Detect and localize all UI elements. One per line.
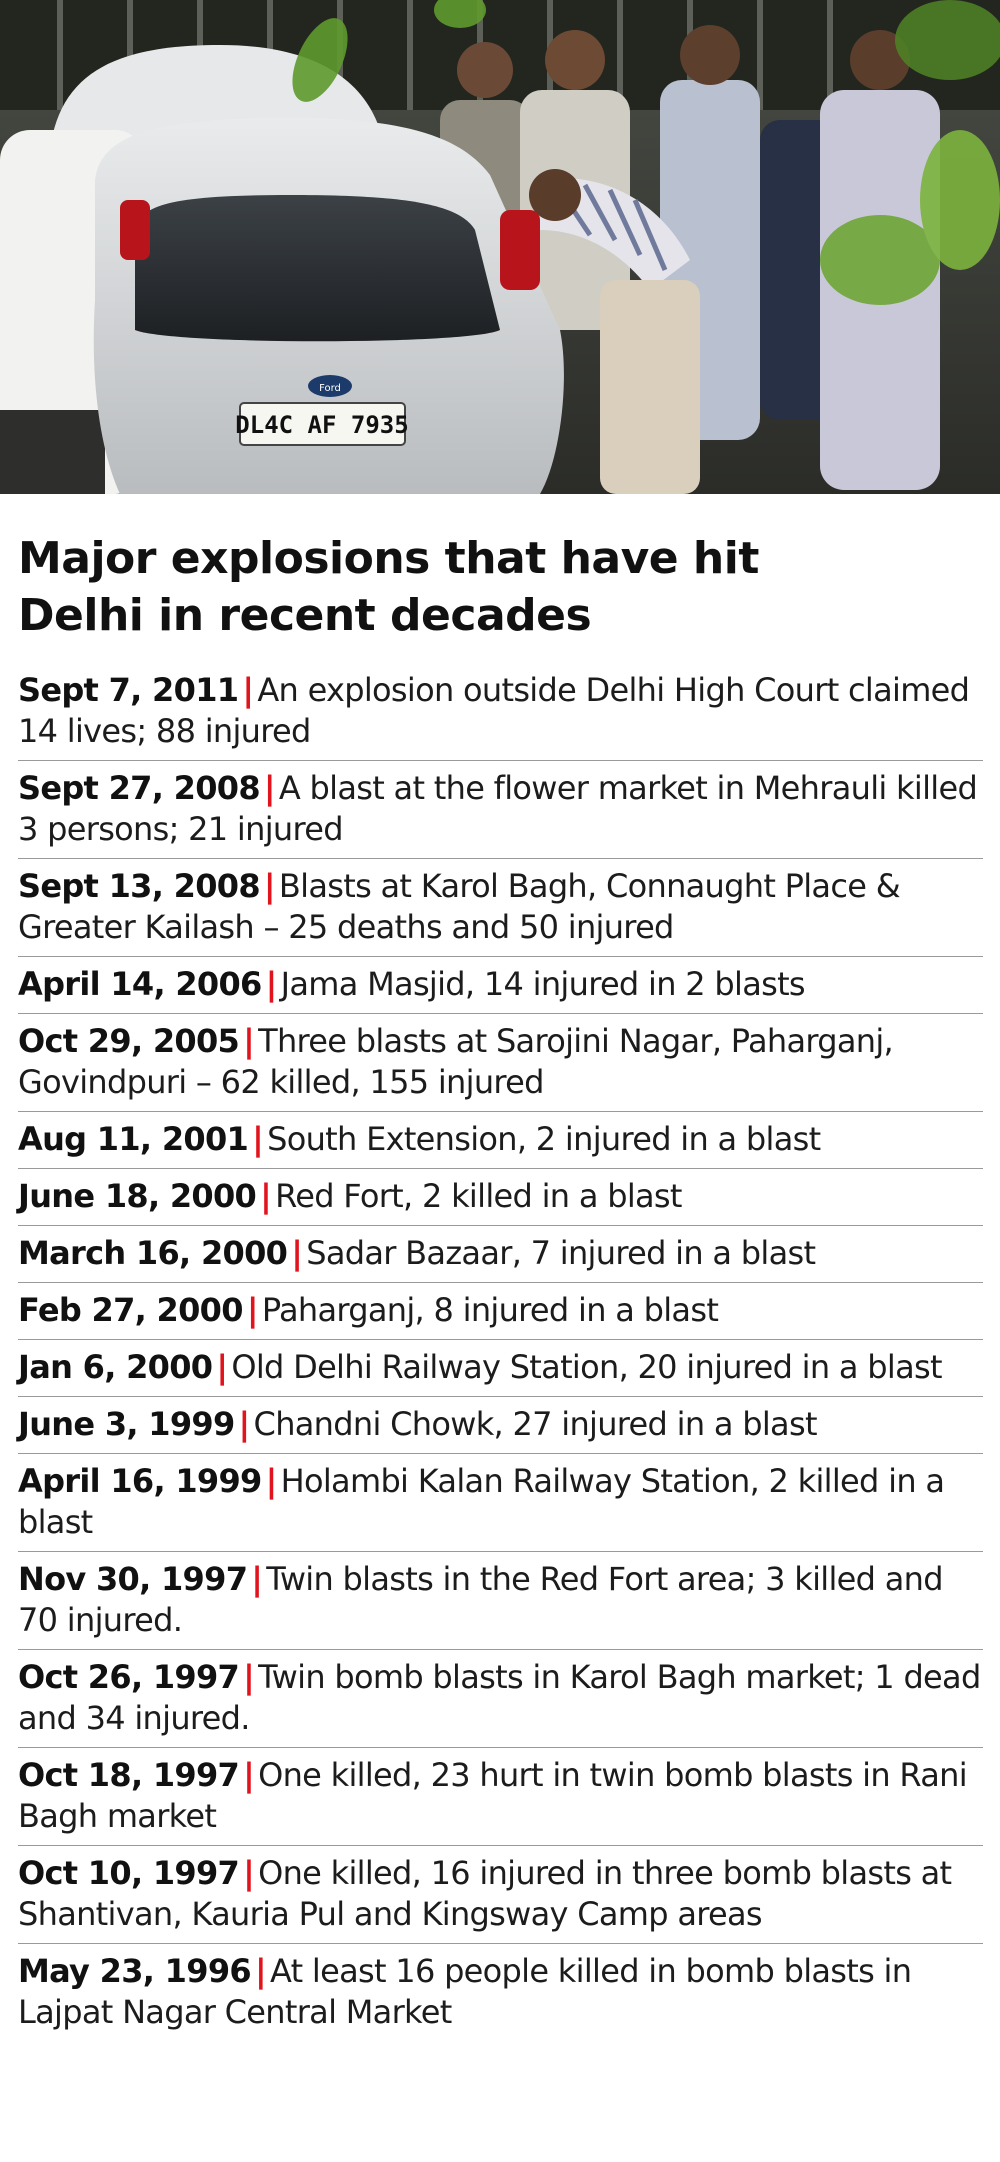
separator: | bbox=[251, 1560, 263, 1598]
event-description: Twin bomb blasts in Karol Bagh market; 1 dead and 34 injured. bbox=[18, 1658, 981, 1737]
event-item bbox=[18, 1846, 983, 1944]
event-item bbox=[18, 1340, 983, 1397]
event-item bbox=[18, 1650, 983, 1748]
event-date: May 23, 1996 bbox=[18, 1952, 251, 1990]
event-list bbox=[18, 670, 983, 2041]
event-item bbox=[18, 859, 983, 957]
event-date: Oct 18, 1997 bbox=[18, 1756, 240, 1794]
event-description: Three blasts at Sarojini Nagar, Paharganj, Govindpuri – 62 killed, 155 injured bbox=[18, 1022, 894, 1101]
separator: | bbox=[216, 1348, 228, 1386]
event-date: June 18, 2000 bbox=[18, 1177, 257, 1215]
event-description: An explosion outside Delhi High Court claimed 14 lives; 88 injured bbox=[18, 671, 970, 750]
event-date: Oct 10, 1997 bbox=[18, 1854, 240, 1892]
event-date: Sept 13, 2008 bbox=[18, 867, 260, 905]
car-badge-text: Ford bbox=[319, 383, 341, 394]
separator: | bbox=[243, 1658, 255, 1696]
separator: | bbox=[238, 1405, 250, 1443]
event-date: June 3, 1999 bbox=[18, 1405, 235, 1443]
separator: | bbox=[252, 1120, 264, 1158]
event-item bbox=[18, 1397, 983, 1454]
event-description: Blasts at Karol Bagh, Connaught Place & Greater Kailash – 25 deaths and 50 injured bbox=[18, 867, 900, 946]
event-item bbox=[18, 761, 983, 859]
separator: | bbox=[254, 1952, 266, 1990]
event-item bbox=[18, 1014, 983, 1112]
event-date: March 16, 2000 bbox=[18, 1234, 288, 1272]
event-item bbox=[18, 1283, 983, 1340]
event-item bbox=[18, 1112, 983, 1169]
event-description: One killed, 16 injured in three bomb blasts at Shantivan, Kauria Pul and Kingsway Camp areas bbox=[18, 1854, 952, 1933]
event-description: Jama Masjid, 14 injured in 2 blasts bbox=[280, 965, 805, 1003]
license-plate-text: DL4C AF 7935 bbox=[235, 411, 409, 439]
separator: | bbox=[265, 965, 277, 1003]
event-description: Red Fort, 2 killed in a blast bbox=[275, 1177, 682, 1215]
separator: | bbox=[243, 1022, 255, 1060]
event-date: Oct 26, 1997 bbox=[18, 1658, 240, 1696]
event-description: Chandni Chowk, 27 injured in a blast bbox=[253, 1405, 817, 1443]
event-description: Sadar Bazaar, 7 injured in a blast bbox=[306, 1234, 816, 1272]
event-date: Sept 7, 2011 bbox=[18, 671, 239, 709]
event-item bbox=[18, 1944, 983, 2041]
separator: | bbox=[265, 1462, 277, 1500]
separator: | bbox=[246, 1291, 258, 1329]
event-date: Aug 11, 2001 bbox=[18, 1120, 249, 1158]
event-item bbox=[18, 1454, 983, 1552]
event-date: Nov 30, 1997 bbox=[18, 1560, 248, 1598]
event-item bbox=[18, 1169, 983, 1226]
event-description: Twin blasts in the Red Fort area; 3 killed and 70 injured. bbox=[18, 1560, 943, 1639]
event-item bbox=[18, 1748, 983, 1846]
separator: | bbox=[242, 671, 254, 709]
event-date: April 14, 2006 bbox=[18, 965, 262, 1003]
separator: | bbox=[263, 867, 275, 905]
event-item bbox=[18, 670, 983, 761]
separator: | bbox=[260, 1177, 272, 1215]
event-description: Paharganj, 8 injured in a blast bbox=[261, 1291, 719, 1329]
event-description: South Extension, 2 injured in a blast bbox=[267, 1120, 821, 1158]
event-description: At least 16 people killed in bomb blasts in Lajpat Nagar Central Market bbox=[18, 1952, 912, 2031]
event-date: Feb 27, 2000 bbox=[18, 1291, 243, 1329]
separator: | bbox=[243, 1756, 255, 1794]
hero-photo bbox=[0, 0, 1000, 494]
event-item bbox=[18, 1552, 983, 1650]
event-date: Oct 29, 2005 bbox=[18, 1022, 240, 1060]
headline: Major explosions that have hit Delhi in recent decades bbox=[18, 533, 759, 641]
article-content bbox=[18, 530, 983, 2041]
event-description: A blast at the flower market in Mehrauli killed 3 persons; 21 injured bbox=[18, 769, 978, 848]
event-item bbox=[18, 957, 983, 1014]
event-date: Jan 6, 2000 bbox=[18, 1348, 213, 1386]
separator: | bbox=[263, 769, 275, 807]
event-description: Holambi Kalan Railway Station, 2 killed in a blast bbox=[18, 1462, 945, 1541]
event-date: April 16, 1999 bbox=[18, 1462, 262, 1500]
separator: | bbox=[243, 1854, 255, 1892]
event-item bbox=[18, 1226, 983, 1283]
event-description: Old Delhi Railway Station, 20 injured in a blast bbox=[231, 1348, 942, 1386]
event-date: Sept 27, 2008 bbox=[18, 769, 260, 807]
separator: | bbox=[291, 1234, 303, 1272]
hero-photo-illustration bbox=[0, 0, 1000, 494]
event-description: One killed, 23 hurt in twin bomb blasts in Rani Bagh market bbox=[18, 1756, 967, 1835]
